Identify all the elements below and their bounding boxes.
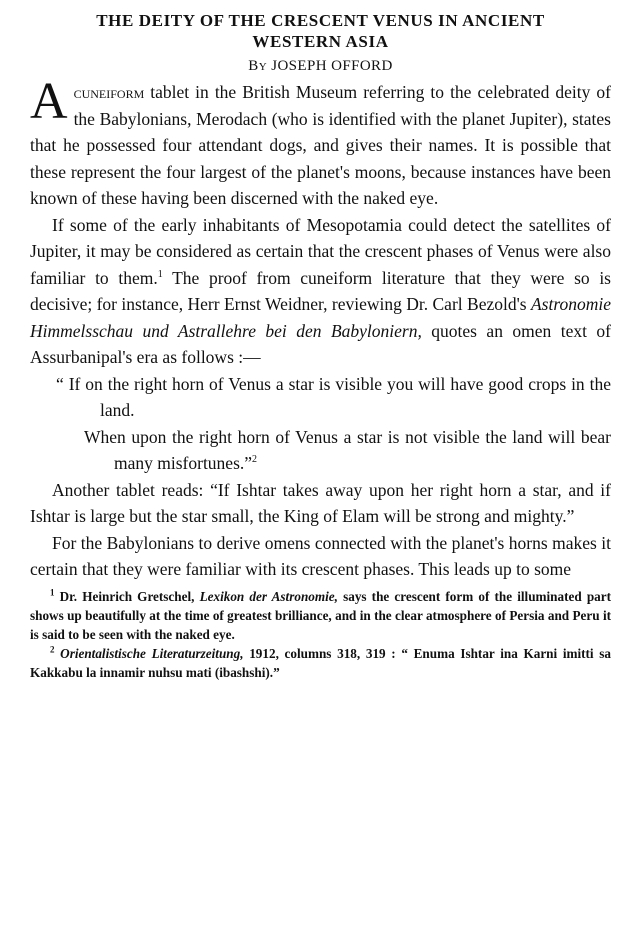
paragraph-1-lead: cuneiform	[73, 82, 145, 102]
paragraph-2-text-a: If some of the early inhabitants of Mesopotamia could detect the satellites of Jupiter, it may be considered as certain that the crescent phases of Venus were also familiar to them.	[30, 214, 611, 288]
quote-line-2-text: When upon the right horn of Venus a star is not visible the land will bear many misfortunes.”	[84, 426, 611, 473]
quote-line-1: “ If on the right horn of Venus a star is visible you will have good crops in the land.	[56, 373, 611, 420]
footnote-2-marker: 2	[50, 644, 55, 655]
byline-prefix: By	[248, 58, 268, 74]
title-line-2: WESTERN ASIA	[252, 32, 389, 51]
paragraph-2-text-c: quotes an omen text of Assurbanipal's era as follows :—	[30, 320, 611, 367]
drop-cap: A	[30, 73, 68, 130]
byline	[30, 55, 611, 77]
paragraph-3: Another tablet reads: “If Ishtar takes away upon her right horn a star, and if Ishtar is large but the star small, the King of Elam will be strong and mighty.”	[30, 479, 611, 526]
footnote-ref-2: 2	[252, 454, 258, 466]
paragraph-1	[30, 73, 611, 212]
omen-quote	[56, 371, 611, 477]
paragraph-2-text-b: The proof from cuneiform literature that they were so is decisive; for instance, Herr Ernst Weidner, reviewing Dr. Carl Bezold's	[30, 267, 611, 314]
paragraph-4: For the Babylonians to derive omens connected with the planet's horns makes it certain that they were familiar with its crescent phases. This leads up to some	[30, 532, 611, 579]
footnote-2	[30, 644, 611, 682]
footnote-1-marker: 1	[50, 587, 55, 598]
quote-line-2	[56, 424, 611, 477]
paragraph-2	[30, 212, 611, 371]
document-page	[30, 10, 611, 682]
footnotes	[30, 587, 611, 682]
footnote-1-text-b: says the crescent form of the illuminated part shows up beautifully at the time of greatest brilliance, and in the clear atmosphere of Persia and Peru it is said to be seen with the naked eye.	[30, 588, 611, 642]
footnote-1	[30, 587, 611, 644]
footnote-1-title: Lexikon der Astronomie,	[199, 588, 338, 604]
book-title: Astronomie Himmelsschau und Astrallehre bei den Babyloniern,	[30, 294, 611, 341]
footnote-ref-1: 1	[157, 268, 163, 280]
author-name: JOSEPH OFFORD	[271, 58, 393, 74]
footnote-2-title: Orientalistische Literaturzeitung,	[60, 645, 244, 661]
title-line-1: THE DEITY OF THE CRESCENT VENUS IN ANCIENT	[96, 11, 545, 30]
footnote-2-text: 1912, columns 318, 319 : “ Enuma Ishtar ina Karni imitti sa Kakkabu la innamir nuhsu mati (ibashshi).”	[30, 645, 611, 680]
paragraph-1-text: tablet in the British Museum referring to the celebrated deity of the Babylonians, Merodach (who is identified with the planet Jupiter), states that he possessed four attendant dogs, and gives their names. It is possible that these represent the four largest of the planet's moons, because instances have been known of these having been discerned with the naked eye.	[30, 82, 611, 208]
footnote-1-text-a: Dr. Heinrich Gretschel,	[54, 588, 200, 604]
article-title	[30, 10, 611, 52]
